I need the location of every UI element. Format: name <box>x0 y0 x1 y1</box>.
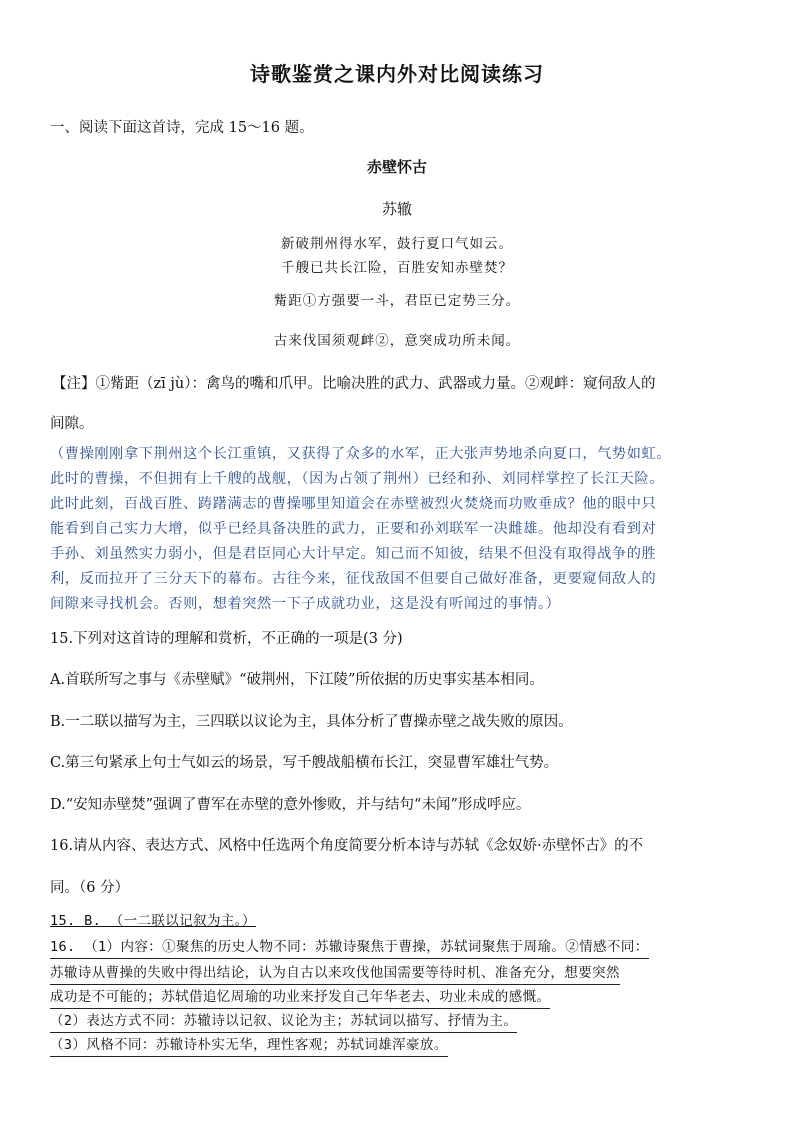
question-15-option-c: C.第三句紧承上句士气如云的场景，写千艘战船横布长江，突显曹军雄壮气势。 <box>50 755 559 771</box>
question-15-stem: 15.下列对这首诗的理解和赏析，不正确的一项是(3 分) <box>50 631 403 647</box>
question-15-option-a: A.首联所写之事与《赤壁赋》“破荆州，下江陵”所依据的历史事实基本相同。 <box>50 672 544 688</box>
answer-16-line: （2）表达方式不同：苏辙诗以记叙、议论为主；苏轼词以描写、抒情为主。 <box>50 1010 517 1033</box>
page-title: 诗歌鉴赏之课内外对比阅读练习 <box>250 62 544 86</box>
question-15-option-d: D.“安知赤壁焚”强调了曹军在赤壁的意外惨败，并与结句“未闻”形成呼应。 <box>50 797 531 813</box>
answer-16-line: 16. （1）内容：①聚焦的历史人物不同：苏辙诗聚焦于曹操，苏轼词聚焦于周瑜。②情感不同： <box>50 936 649 959</box>
question-16-stem-line-2: 同。（6 分） <box>50 880 130 896</box>
answer-16-line: （3）风格不同：苏辙诗朴实无华，理性客观；苏轼词雄浑豪放。 <box>50 1034 448 1057</box>
section-intro: 一、阅读下面这首诗，完成 15～16 题。 <box>50 120 314 136</box>
answer-16 <box>50 936 762 1057</box>
poem-line-1: 新破荆州得水军，鼓行夏口气如云。 <box>281 236 513 252</box>
annotation-line-1: 【注】①觜距（zī jù）：禽鸟的嘴和爪甲。比喻决胜的武力、武器或力量。②观衅：窥伺敌人的 <box>52 376 656 392</box>
annotation-line-2: 间隙。 <box>50 416 94 432</box>
poem-line-2: 千艘已共长江险，百胜安知赤壁焚？ <box>281 260 513 276</box>
translation-line: 此时此刻，百战百胜、踌躇满志的曹操哪里知道会在赤壁被烈火焚烧而功败垂成？他的眼中只 <box>50 496 657 512</box>
answer-15: 15. B. （一二联以记叙为主。） <box>50 913 256 929</box>
translation-line: 间隙来寻找机会。否则，想着突然一下子成就功业，这是没有听闻过的事情。） <box>50 596 561 612</box>
translation-line: （曹操刚刚拿下荆州这个长江重镇，又获得了众多的水军，正大张声势地杀向夏口，气势如虹。 <box>50 446 672 462</box>
translation-line: 利，反而拉开了三分天下的幕布。古往今来，征伐敌国不但要自己做好准备，更要窥伺敌人的 <box>50 571 657 587</box>
question-15-option-b: B.一二联以描写为主，三四联以议论为主，具体分析了曹操赤壁之战失败的原因。 <box>50 714 573 730</box>
question-16-stem-line-1: 16.请从内容、表达方式、风格中任选两个角度简要分析本诗与苏轼《念奴娇·赤壁怀古》的不 <box>50 838 644 854</box>
translation-line: 手孙、刘虽然实力弱小，但是君臣同心大计早定。知己而不知彼，结果不但没有取得战争的胜 <box>50 546 657 562</box>
answer-16-line: 成功是不可能的；苏轼借追忆周瑜的功业来抒发自己年华老去、功业未成的感慨。 <box>50 986 550 1009</box>
poem-author: 苏辙 <box>381 200 412 218</box>
poem-line-3: 觜距①方强要一斗，君臣已定势三分。 <box>273 293 521 309</box>
answer-16-line: 苏辙诗从曹操的失败中得出结论，认为自古以来攻伐他国需要等待时机、准备充分，想要突然 <box>50 962 620 985</box>
translation-line: 此时的曹操，不但拥有上千艘的战舰，（因为占领了荆州）已经和孙、刘同样掌控了长江天险。 <box>50 471 664 487</box>
poem-translation <box>50 442 750 617</box>
poem-title: 赤壁怀古 <box>366 158 427 176</box>
translation-line: 能看到自己实力大增，似乎已经具备决胜的武力，正要和孙刘联军一决雌雄。他却没有看到对 <box>50 521 657 537</box>
poem-line-4: 古来伐国须观衅②，意突成功所未闻。 <box>273 333 521 349</box>
